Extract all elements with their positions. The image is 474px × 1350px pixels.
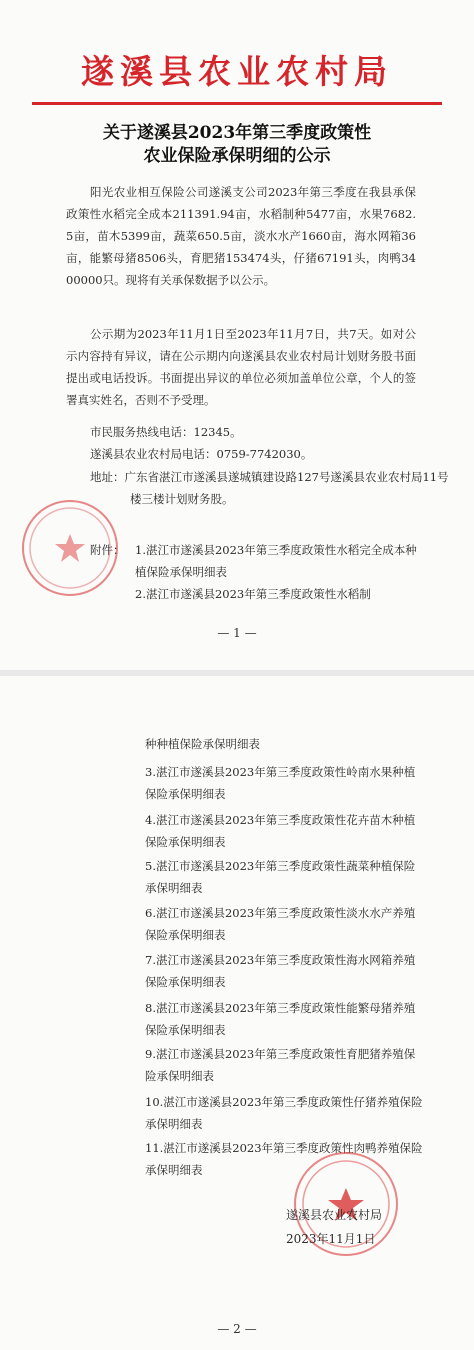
hotline-text: 市民服务热线电话：12345。 [90, 425, 242, 439]
page-number: — 2 — [217, 1322, 257, 1336]
page-number: — 1 — [217, 626, 257, 640]
attachment-item: 9.湛江市遂溪县2023年第三季度政策性育肥猪养殖保险承保明细表 [145, 1047, 416, 1083]
document-title-line-2: 农业保险承保明细的公示 [143, 146, 331, 166]
attachments-label: 附件： [90, 543, 125, 557]
attachment-item: 3.湛江市遂溪县2023年第三季度政策性岭南水果种植保险承保明细表 [145, 765, 416, 801]
body-paragraph-2: 公示期为2023年11月1日至2023年11月7日，共7天。如对公示内容持有异议，请在公示期内向遂溪县农业农村局计划财务股书面提出或电话投诉。书面提出异议的单位必须加盖单位公章，个人的签署真实姓名，否则不予受理。 [66, 327, 416, 407]
office-phone-text: 遂溪县农业农村局电话：0759-7742030。 [90, 447, 313, 461]
attachment-item: 8.湛江市遂溪县2023年第三季度政策性能繁母猪养殖保险承保明细表 [145, 1001, 416, 1037]
letterhead-divider [32, 102, 442, 105]
body-paragraph-1: 阳光农业相互保险公司遂溪支公司2023年第三季度在我县承保政策性水稻完全成本211391.94亩，水稻制种5477亩，水果7682.5亩，苗木5399亩，蔬菜650.5亩，淡水水产1660亩，海水网箱36亩，能繁母猪8506头，育肥猪153474头，仔猪67191头，肉鸭3400000只。现将有关承保数据予以公示。 [66, 185, 416, 287]
document-page-2 [0, 676, 474, 1350]
document-page-1 [0, 0, 474, 670]
attachment-item: 10.湛江市遂溪县2023年第三季度政策性仔猪养殖保险承保明细表 [145, 1095, 423, 1131]
attachment-item: 1.湛江市遂溪县2023年第三季度政策性水稻完全成本种植保险承保明细表 [135, 543, 417, 579]
attachment-item: 5.湛江市遂溪县2023年第三季度政策性蔬菜种植保险承保明细表 [145, 859, 416, 895]
signature-org: 遂溪县农业农村局 [286, 1208, 383, 1222]
attachment-item-continued: 种种植保险承保明细表 [145, 737, 260, 751]
attachment-item: 4.湛江市遂溪县2023年第三季度政策性花卉苗木种植保险承保明细表 [145, 813, 416, 849]
document-title-line-1: 关于遂溪县2023年第三季度政策性 [102, 123, 372, 143]
attachment-item: 7.湛江市遂溪县2023年第三季度政策性海水网箱养殖保险承保明细表 [145, 953, 416, 989]
attachment-item: 6.湛江市遂溪县2023年第三季度政策性淡水水产养殖保险承保明细表 [145, 906, 416, 942]
letterhead-title: 遂溪县农业农村局 [81, 52, 393, 91]
address-text: 地址：广东省湛江市遂溪县遂城镇建设路127号遂溪县农业农村局11号楼三楼计划财务股。 [90, 470, 449, 506]
attachment-item: 11.湛江市遂溪县2023年第三季度政策性肉鸭养殖保险承保明细表 [145, 1141, 423, 1177]
attachment-item: 2.湛江市遂溪县2023年第三季度政策性水稻制 [135, 587, 371, 601]
signature-date: 2023年11月1日 [286, 1232, 376, 1246]
